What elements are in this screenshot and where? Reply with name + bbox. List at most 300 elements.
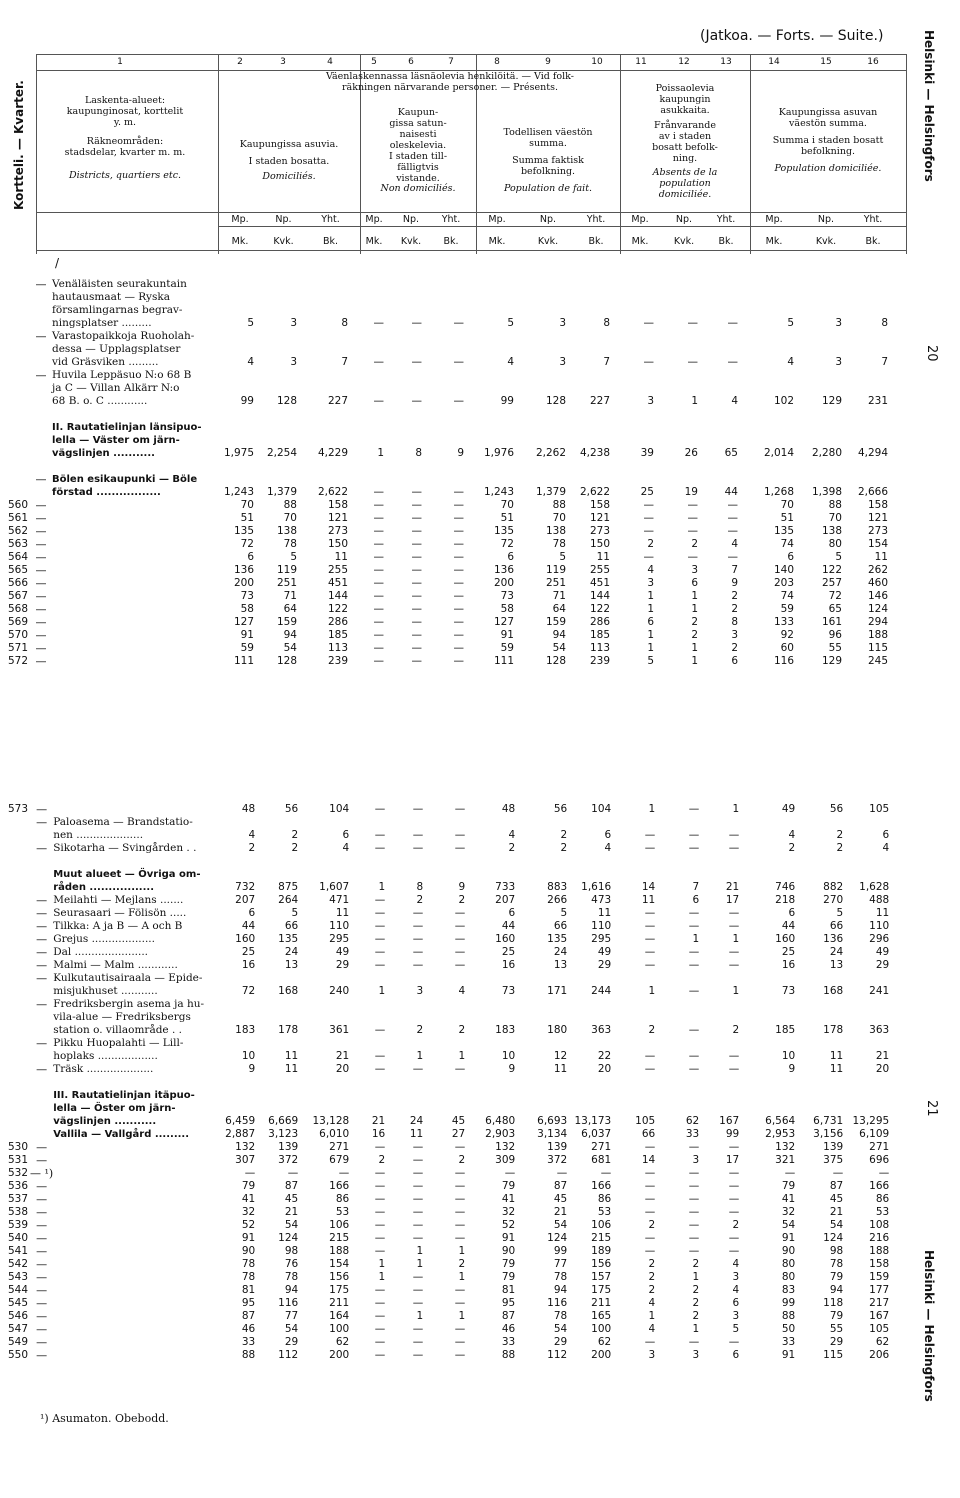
value-cell xyxy=(796,304,844,317)
value-cell xyxy=(300,868,351,881)
value-cell: 2 xyxy=(458,1258,466,1270)
value-cell: 21 xyxy=(553,1206,568,1218)
value-cell xyxy=(613,972,657,985)
value-cell: 78 xyxy=(241,1258,256,1270)
kvarter-marker: — xyxy=(35,551,47,564)
row-label: förstad ................. xyxy=(52,487,161,498)
value-cell xyxy=(213,972,257,985)
table-row xyxy=(8,920,891,933)
value-cell: 128 xyxy=(545,655,566,667)
value-cell xyxy=(467,998,517,1011)
kvarter-number xyxy=(8,907,30,920)
value-cell xyxy=(700,291,740,304)
table-row xyxy=(8,842,891,855)
table-row xyxy=(8,538,890,551)
value-cell: 17 xyxy=(725,1154,740,1166)
table-row xyxy=(8,512,890,525)
value-cell: 77 xyxy=(553,1258,568,1270)
value-cell xyxy=(657,1011,701,1024)
value-cell: 4 xyxy=(648,1297,656,1309)
value-cell xyxy=(300,998,351,1011)
value-cell: 372 xyxy=(278,1154,299,1166)
value-cell xyxy=(700,369,740,382)
value-cell xyxy=(350,291,386,304)
value-cell: 72 xyxy=(240,538,254,550)
value-cell xyxy=(740,369,796,382)
value-cell: 4 xyxy=(342,842,350,854)
value-cell: 116 xyxy=(547,1297,568,1309)
value-cell: 22 xyxy=(597,1050,612,1062)
value-cell: 294 xyxy=(867,616,888,628)
value-cell: 4 xyxy=(248,829,256,841)
row-label: vägslinjen ........... xyxy=(52,448,155,459)
value-cell: — xyxy=(412,1219,424,1231)
value-cell: 2 xyxy=(691,616,698,628)
value-cell: 154 xyxy=(329,1258,350,1270)
value-cell xyxy=(845,868,891,881)
value-cell xyxy=(613,998,657,1011)
value-cell: — xyxy=(644,842,656,854)
value-cell: 451 xyxy=(327,577,348,589)
value-cell: 33 xyxy=(501,1336,516,1348)
value-cell xyxy=(701,1102,741,1115)
value-cell: 6,037 xyxy=(581,1128,612,1140)
value-cell: 16 xyxy=(501,959,516,971)
value-cell xyxy=(613,1089,657,1102)
value-cell xyxy=(844,460,890,473)
value-cell: 10 xyxy=(781,1050,796,1062)
value-cell: — xyxy=(454,1141,466,1153)
value-cell: — xyxy=(374,907,386,919)
value-cell: 1 xyxy=(416,1245,424,1257)
value-cell xyxy=(701,855,741,868)
value-cell: 110 xyxy=(591,920,612,932)
value-cell xyxy=(516,408,568,421)
row-label xyxy=(53,1206,213,1219)
value-cell: — xyxy=(454,946,466,958)
kvarter-marker: — xyxy=(36,933,48,946)
value-cell: — xyxy=(688,1141,700,1153)
value-cell: 4 xyxy=(882,842,890,854)
row-label: Fredriksbergin asema ja hu- xyxy=(53,998,205,1010)
value-cell: 87 xyxy=(284,1180,299,1192)
value-cell: 1 xyxy=(691,603,698,615)
value-cell: — xyxy=(453,512,464,524)
value-cell: — xyxy=(687,512,698,524)
value-cell: — xyxy=(453,486,464,498)
column-number: 9 xyxy=(545,57,551,67)
sub-header: Yht. xyxy=(716,214,736,225)
value-cell xyxy=(386,421,424,434)
value-cell: 2 xyxy=(458,1154,466,1166)
table-row xyxy=(8,434,890,447)
value-cell xyxy=(701,1089,741,1102)
value-cell xyxy=(656,382,700,395)
sub-header: Np. xyxy=(402,214,420,225)
kvarter-marker xyxy=(30,395,52,408)
value-cell: 1 xyxy=(458,1271,466,1283)
value-cell: 10 xyxy=(501,1050,516,1062)
value-cell: 1 xyxy=(648,803,656,815)
value-cell: 111 xyxy=(233,655,254,667)
value-cell xyxy=(568,278,612,291)
kvarter-marker xyxy=(30,317,52,330)
row-label: nen .................... xyxy=(53,829,144,841)
value-cell: 13 xyxy=(553,959,568,971)
value-cell: 62 xyxy=(685,1115,700,1127)
value-cell: 3 xyxy=(647,577,654,589)
value-cell xyxy=(845,998,891,1011)
value-cell: 91 xyxy=(240,629,254,641)
value-cell: 13,173 xyxy=(574,1115,612,1127)
value-cell: 132 xyxy=(495,1141,516,1153)
value-cell: 1 xyxy=(458,1310,466,1322)
table-row xyxy=(8,629,890,642)
value-cell: 165 xyxy=(591,1310,612,1322)
value-cell: 266 xyxy=(547,894,568,906)
value-cell xyxy=(256,278,299,291)
value-cell xyxy=(741,1076,797,1089)
kvarter-marker: — xyxy=(36,816,48,829)
row-label: Paloasema — Brandstatio- xyxy=(53,816,193,828)
value-cell xyxy=(740,460,796,473)
table-row xyxy=(8,304,890,317)
kvarter-number xyxy=(8,460,30,473)
value-cell xyxy=(351,972,387,985)
value-cell: 9 xyxy=(457,447,464,459)
kvarter-marker: — xyxy=(36,1245,48,1258)
value-cell: 1 xyxy=(692,1323,700,1335)
value-cell xyxy=(612,369,656,382)
row-label xyxy=(52,564,212,577)
value-cell: 81 xyxy=(501,1284,516,1296)
value-cell: 215 xyxy=(591,1232,612,1244)
value-cell xyxy=(212,278,256,291)
value-cell: — xyxy=(728,1193,740,1205)
value-cell: 167 xyxy=(869,1310,890,1322)
value-cell xyxy=(516,304,568,317)
value-cell: — xyxy=(411,616,422,628)
value-cell: — xyxy=(454,1193,466,1205)
kvarter-marker xyxy=(30,855,53,868)
value-cell xyxy=(845,855,891,868)
value-cell: 73 xyxy=(501,985,516,997)
value-cell: 6,109 xyxy=(859,1128,890,1140)
value-cell: 5 xyxy=(732,1323,740,1335)
value-cell xyxy=(613,1102,657,1115)
value-cell xyxy=(796,343,844,356)
kvarter-number: 540 xyxy=(8,1232,29,1244)
row-label xyxy=(53,1310,213,1323)
value-cell: 1 xyxy=(647,603,654,615)
value-cell: 41 xyxy=(501,1193,516,1205)
value-cell: 188 xyxy=(329,1245,350,1257)
value-cell: 122 xyxy=(327,603,348,615)
column-number: 14 xyxy=(768,57,780,67)
value-cell xyxy=(466,473,516,486)
value-cell: — xyxy=(643,512,654,524)
value-cell xyxy=(797,972,845,985)
kvarter-marker: — xyxy=(35,330,47,343)
table-row xyxy=(8,486,890,499)
value-cell: — xyxy=(453,538,464,550)
kvarter-number xyxy=(8,369,30,382)
value-cell xyxy=(387,1076,425,1089)
sub-header: Np. xyxy=(817,214,835,225)
sub-header: Mk. xyxy=(231,236,249,247)
value-cell: — xyxy=(412,829,424,841)
value-cell xyxy=(517,998,569,1011)
value-cell: 6,669 xyxy=(268,1115,299,1127)
temporary-heading: Kaupun- gissa satun- naisesti oleskelevia. I staden till- fälligtvis vistande. Non domiciliés. xyxy=(380,107,456,195)
value-cell: 59 xyxy=(240,642,254,654)
kvarter-number xyxy=(8,434,30,447)
value-cell: 1 xyxy=(458,1050,466,1062)
value-cell xyxy=(387,816,425,829)
kvarter-number xyxy=(8,959,30,972)
value-cell xyxy=(517,855,569,868)
value-cell: 2 xyxy=(732,1024,740,1036)
value-cell xyxy=(256,343,299,356)
value-cell: — xyxy=(644,933,656,945)
value-cell: 4 xyxy=(731,395,738,407)
value-cell: 55 xyxy=(829,1323,844,1335)
value-cell: 167 xyxy=(719,1115,740,1127)
value-cell xyxy=(425,972,467,985)
value-cell: — xyxy=(688,1193,700,1205)
kvarter-marker: — xyxy=(36,1154,48,1167)
value-cell: 6 xyxy=(247,551,254,563)
value-cell xyxy=(350,408,386,421)
table-row xyxy=(8,655,890,668)
value-cell: — xyxy=(373,577,384,589)
value-cell: — xyxy=(643,499,654,511)
value-cell: 54 xyxy=(283,642,297,654)
row-label: lella — Öster om järn- xyxy=(53,1103,176,1114)
value-cell: — xyxy=(688,829,700,841)
table-row xyxy=(8,1115,891,1128)
value-cell xyxy=(844,291,890,304)
table-row xyxy=(8,1050,891,1063)
value-cell: 124 xyxy=(278,1232,299,1244)
sub-header: Mk. xyxy=(365,236,383,247)
value-cell: 158 xyxy=(327,499,348,511)
value-cell xyxy=(796,473,844,486)
value-cell: 121 xyxy=(867,512,888,524)
value-cell xyxy=(656,408,700,421)
value-cell: — xyxy=(244,1167,256,1179)
column-number: 8 xyxy=(494,57,500,67)
value-cell: — xyxy=(453,603,464,615)
kvarter-marker: — xyxy=(36,1284,48,1297)
value-cell: 88 xyxy=(241,1349,256,1361)
value-cell: 6 xyxy=(248,907,256,919)
value-cell: — xyxy=(688,1336,700,1348)
value-cell xyxy=(351,1089,387,1102)
value-cell: 211 xyxy=(591,1297,612,1309)
value-cell xyxy=(386,382,424,395)
value-cell: 185 xyxy=(589,629,610,641)
value-cell: 189 xyxy=(591,1245,612,1257)
value-cell: 3,134 xyxy=(537,1128,568,1140)
kvarter-number xyxy=(8,1089,30,1102)
row-label xyxy=(52,590,212,603)
value-cell: 138 xyxy=(276,525,297,537)
value-cell: 139 xyxy=(278,1141,299,1153)
value-cell: 1 xyxy=(458,1245,466,1257)
value-cell: 471 xyxy=(329,894,350,906)
kvarter-number xyxy=(8,1024,30,1037)
value-cell: 321 xyxy=(775,1154,796,1166)
value-cell: — xyxy=(374,946,386,958)
value-cell xyxy=(517,1011,569,1024)
value-cell: 1 xyxy=(648,1310,656,1322)
sub-header: Mp. xyxy=(231,214,249,225)
kvarter-marker xyxy=(30,408,52,421)
value-cell: — xyxy=(453,395,464,407)
value-cell: 54 xyxy=(553,1219,568,1231)
value-cell xyxy=(299,473,350,486)
value-cell: — xyxy=(784,1167,796,1179)
value-cell xyxy=(700,421,740,434)
value-cell xyxy=(656,343,700,356)
value-cell: 49 xyxy=(335,946,350,958)
value-cell xyxy=(701,972,741,985)
value-cell: — xyxy=(453,356,464,368)
value-cell: — xyxy=(412,842,424,854)
value-cell: 6,564 xyxy=(765,1115,796,1127)
value-cell: 227 xyxy=(327,395,348,407)
kvarter-number: 545 xyxy=(8,1297,29,1309)
value-cell xyxy=(424,382,466,395)
column-number: 11 xyxy=(635,57,647,67)
table-row xyxy=(8,1089,891,1102)
value-cell: 4 xyxy=(732,1284,740,1296)
value-cell: 158 xyxy=(867,499,888,511)
value-cell: 138 xyxy=(821,525,842,537)
kvarter-number xyxy=(8,486,30,499)
row-label: ja C — Villan Alkärr N:o xyxy=(52,382,180,394)
value-cell: 66 xyxy=(829,920,844,932)
value-cell: 45 xyxy=(829,1193,844,1205)
value-cell xyxy=(213,1011,257,1024)
kvarter-marker: — xyxy=(36,1206,48,1219)
value-cell: 50 xyxy=(781,1323,796,1335)
value-cell: 488 xyxy=(869,894,890,906)
table-row xyxy=(8,1102,891,1115)
value-cell xyxy=(212,369,256,382)
value-cell: 3 xyxy=(732,1310,740,1322)
value-cell xyxy=(351,998,387,1011)
table-bottom xyxy=(8,803,891,1362)
value-cell xyxy=(569,1089,613,1102)
value-cell xyxy=(467,1037,517,1050)
table-row xyxy=(8,894,891,907)
value-cell: 166 xyxy=(329,1180,350,1192)
kvarter-number xyxy=(8,972,30,985)
value-cell: 70 xyxy=(240,499,254,511)
column-number: 12 xyxy=(678,57,690,67)
value-cell xyxy=(613,1037,657,1050)
value-cell: 91 xyxy=(501,1232,516,1244)
value-cell xyxy=(212,434,256,447)
value-cell: — xyxy=(412,1206,424,1218)
kvarter-number xyxy=(8,1128,30,1141)
value-cell: — xyxy=(453,317,464,329)
value-cell xyxy=(256,291,299,304)
value-cell xyxy=(844,382,890,395)
value-cell: 70 xyxy=(552,512,566,524)
value-cell xyxy=(257,1102,300,1115)
value-cell xyxy=(700,473,740,486)
value-cell xyxy=(256,421,299,434)
kvarter-number: 562 xyxy=(8,525,29,537)
value-cell xyxy=(569,998,613,1011)
value-cell xyxy=(424,369,466,382)
kvarter-marker xyxy=(30,1076,53,1089)
value-cell xyxy=(657,868,701,881)
value-cell: — xyxy=(688,1063,700,1075)
value-cell: — xyxy=(373,564,384,576)
table-row xyxy=(8,907,891,920)
value-cell: 66 xyxy=(553,920,568,932)
value-cell: 94 xyxy=(553,1284,568,1296)
value-cell: 6,459 xyxy=(225,1115,256,1127)
value-cell: — xyxy=(454,933,466,945)
value-cell xyxy=(657,972,701,985)
value-cell xyxy=(845,1011,891,1024)
row-label xyxy=(52,577,212,590)
value-cell xyxy=(386,304,424,317)
value-cell: 1 xyxy=(647,629,654,641)
value-cell: — xyxy=(600,1167,612,1179)
value-cell: 307 xyxy=(235,1154,256,1166)
value-cell: — xyxy=(688,842,700,854)
value-cell xyxy=(741,1011,797,1024)
value-cell xyxy=(568,304,612,317)
value-cell: 3 xyxy=(648,1349,656,1361)
value-cell xyxy=(844,421,890,434)
row-label xyxy=(52,629,212,642)
value-cell xyxy=(657,816,701,829)
kvarter-marker: — xyxy=(36,1336,48,1349)
column-number: 7 xyxy=(448,57,454,67)
value-cell: — xyxy=(727,317,738,329)
value-cell xyxy=(425,1102,467,1115)
value-cell: — xyxy=(644,1232,656,1244)
kvarter-number xyxy=(8,1115,30,1128)
value-cell xyxy=(386,460,424,473)
value-cell: 6 xyxy=(882,829,890,841)
value-cell: — xyxy=(374,1180,386,1192)
value-cell xyxy=(700,460,740,473)
value-cell: 12 xyxy=(553,1050,568,1062)
sub-header: Mp. xyxy=(365,214,383,225)
value-cell: 16 xyxy=(371,1128,386,1140)
value-cell xyxy=(300,1076,351,1089)
value-cell: 2 xyxy=(560,829,568,841)
value-cell: 2 xyxy=(291,842,299,854)
value-cell xyxy=(516,460,568,473)
value-cell: 20 xyxy=(335,1063,350,1075)
value-cell: 90 xyxy=(501,1245,516,1257)
value-cell: — xyxy=(453,642,464,654)
value-cell: 20 xyxy=(597,1063,612,1075)
value-cell: 99 xyxy=(500,395,514,407)
value-cell: 70 xyxy=(828,512,842,524)
value-cell xyxy=(466,460,516,473)
value-cell xyxy=(844,343,890,356)
